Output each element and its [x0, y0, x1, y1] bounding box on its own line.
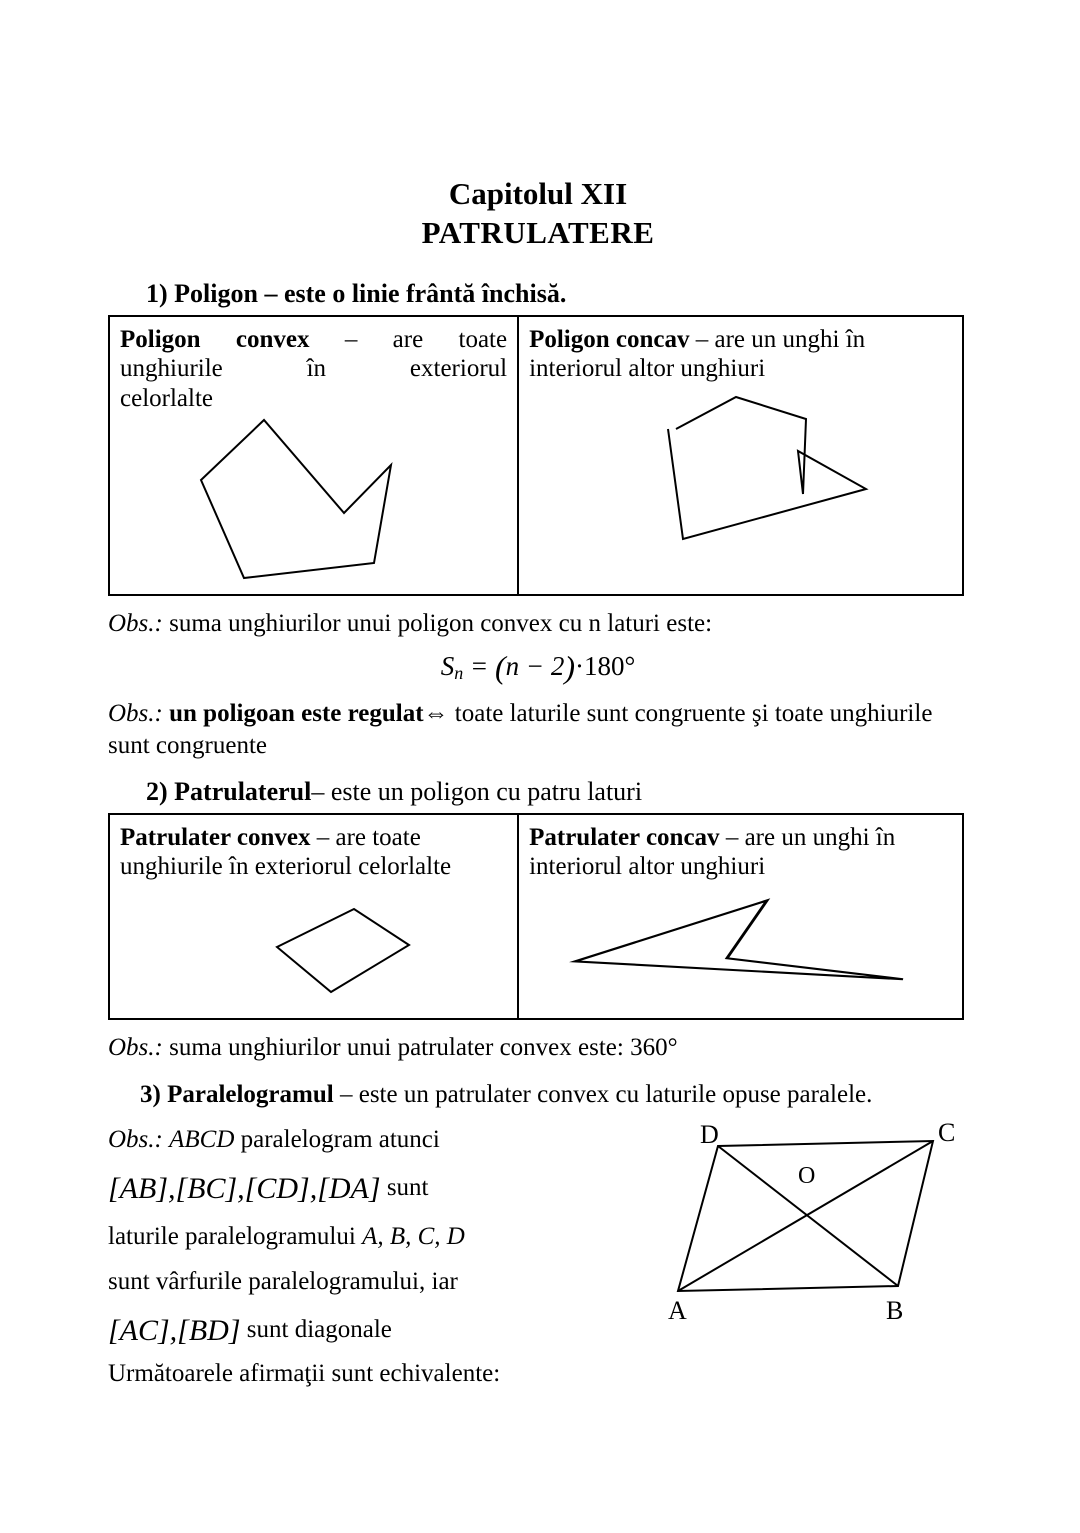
quad-concav-desc: – are un unghi în interiorul altor unghiuri: [529, 823, 896, 880]
section-1-heading: [146, 279, 968, 309]
polygon-concav-text: [529, 325, 952, 384]
polygon-convex-word-2: toate: [458, 325, 508, 353]
concave-polygon-figure: [561, 384, 921, 554]
section-3-heading: [108, 1078, 968, 1111]
polygon-convex-text: [120, 325, 507, 414]
obs-1: [108, 608, 968, 641]
polygon-convex-word-4: în: [306, 355, 327, 382]
formula-eq: =: [469, 650, 489, 681]
obs-1-text: suma unghiurilor unui poligon convex cu n laturi este:: [169, 610, 713, 637]
parallelogram-obs-prefix: Obs.:: [108, 1126, 163, 1153]
section-2-number: 2): [146, 776, 168, 806]
document-content: [108, 175, 968, 1388]
polygon-convex-cell: [110, 317, 519, 595]
obs-2-symbol: ⇔: [423, 699, 449, 727]
label-O: O: [798, 1163, 816, 1189]
section-3-rest: – este un patrulater convex cu laturile opuse paralele.: [339, 1081, 873, 1108]
obs-1-prefix: Obs.:: [108, 610, 163, 637]
section-2-title: Patrulaterul: [174, 776, 312, 806]
obs-2-bold: un poligoan este regulat: [169, 699, 424, 727]
parallelogram-vertices-desc-line: sunt vârfurile paralelogramului, iar: [108, 1268, 458, 1295]
label-C: C: [938, 1121, 956, 1147]
parallelogram-diagonals-suffix: sunt diagonale: [246, 1315, 392, 1343]
obs-2-prefix: Obs.:: [108, 699, 163, 727]
concave-quadrilateral-figure: [541, 882, 941, 1012]
convex-polygon-figure: [149, 413, 479, 588]
formula-sub: n: [454, 662, 464, 683]
formula-dot: ·: [574, 650, 584, 681]
polygon-convex-word-6: celorlalte: [120, 384, 213, 412]
obs-3: [108, 1032, 968, 1065]
section-3-number: 3): [140, 1081, 161, 1108]
formula-sum-angles: [108, 649, 968, 686]
quad-concav-text: [529, 823, 952, 882]
label-B: B: [886, 1296, 904, 1325]
quad-convex-text: [120, 823, 507, 882]
parallelogram-block: [108, 1121, 968, 1354]
polygon-convex-word-5: exteriorul: [409, 355, 508, 382]
quad-concav-label: Patrulater concav: [529, 823, 720, 851]
parallelogram-sides: [AB],[BC],[CD],[DA]: [108, 1171, 381, 1205]
obs-2-text: toate laturile sunt congruente şi toate unghiurile sunt congruente: [108, 699, 933, 759]
quad-convex-label: Patrulater convex: [120, 823, 311, 851]
quad-convex-cell: [110, 815, 519, 1018]
obs-2: [108, 698, 968, 763]
polygon-convex-label: Poligon convex: [120, 325, 310, 353]
polygon-concav-label: Poligon concav: [529, 325, 690, 353]
parallelogram-sides-desc-line: [108, 1218, 628, 1257]
parallelogram-sides-line: [108, 1166, 628, 1213]
parallelogram-vertices: A, B, C, D: [362, 1223, 465, 1251]
polygon-concav-desc: – are un unghi în interiorul altor unghiuri: [529, 325, 866, 382]
label-A: A: [668, 1296, 687, 1325]
convex-quadrilateral-figure: [149, 882, 479, 1012]
title-line-1: Capitolul XII: [448, 176, 628, 211]
section-2-heading: [146, 777, 968, 807]
closing-line: Următoarele afirmaţii sunt echivalente:: [108, 1360, 501, 1388]
formula-rhs: 180°: [583, 650, 636, 681]
parallelogram-obs-line-1: [108, 1121, 628, 1160]
page-title: [108, 175, 968, 253]
parallelogram-diagonals: [AC],[BD]: [108, 1313, 241, 1347]
quad-convex-desc: – are toate unghiurile în exteriorul celorlalte: [120, 823, 452, 880]
parallelogram-sides-suffix: sunt: [386, 1173, 429, 1201]
obs-3-prefix: Obs.:: [108, 1033, 163, 1061]
polygon-concav-cell: [519, 317, 962, 595]
parallelogram-figure: [648, 1121, 978, 1336]
parallelogram-obs-text: [108, 1121, 628, 1354]
label-D: D: [700, 1121, 719, 1149]
parallelogram-obs-desc: paralelogram atunci: [240, 1126, 440, 1153]
quadrilateral-comparison-box: [108, 813, 964, 1020]
formula-lhs: S: [440, 650, 455, 681]
polygon-convex-word-3: unghiurile: [120, 355, 223, 382]
parallelogram-name: ABCD: [169, 1126, 235, 1153]
parallelogram-figure-wrap: [648, 1121, 978, 1336]
parallelogram-sides-desc: laturile paralelogramului: [108, 1223, 356, 1251]
obs-3-text: suma unghiurilor unui patrulater convex este: 360°: [169, 1033, 678, 1061]
dash-1: –: [344, 325, 358, 353]
formula-close-paren: ): [564, 648, 575, 685]
section-1-number: 1): [146, 278, 168, 308]
quad-concav-cell: [519, 815, 962, 1018]
formula-expr: n − 2: [505, 650, 565, 681]
title-line-2: PATRULATERE: [421, 214, 655, 250]
polygon-convex-word-1: are: [392, 325, 424, 353]
formula-open-paren: (: [494, 648, 506, 685]
section-2-rest: – este un poligon cu patru laturi: [311, 776, 643, 806]
polygon-comparison-box: [108, 315, 964, 597]
parallelogram-diagonals-line: [108, 1308, 628, 1355]
section-3-title: Paralelogramul: [167, 1081, 334, 1108]
section-1-title: Poligon – este o linie frântă închisă.: [174, 278, 567, 308]
